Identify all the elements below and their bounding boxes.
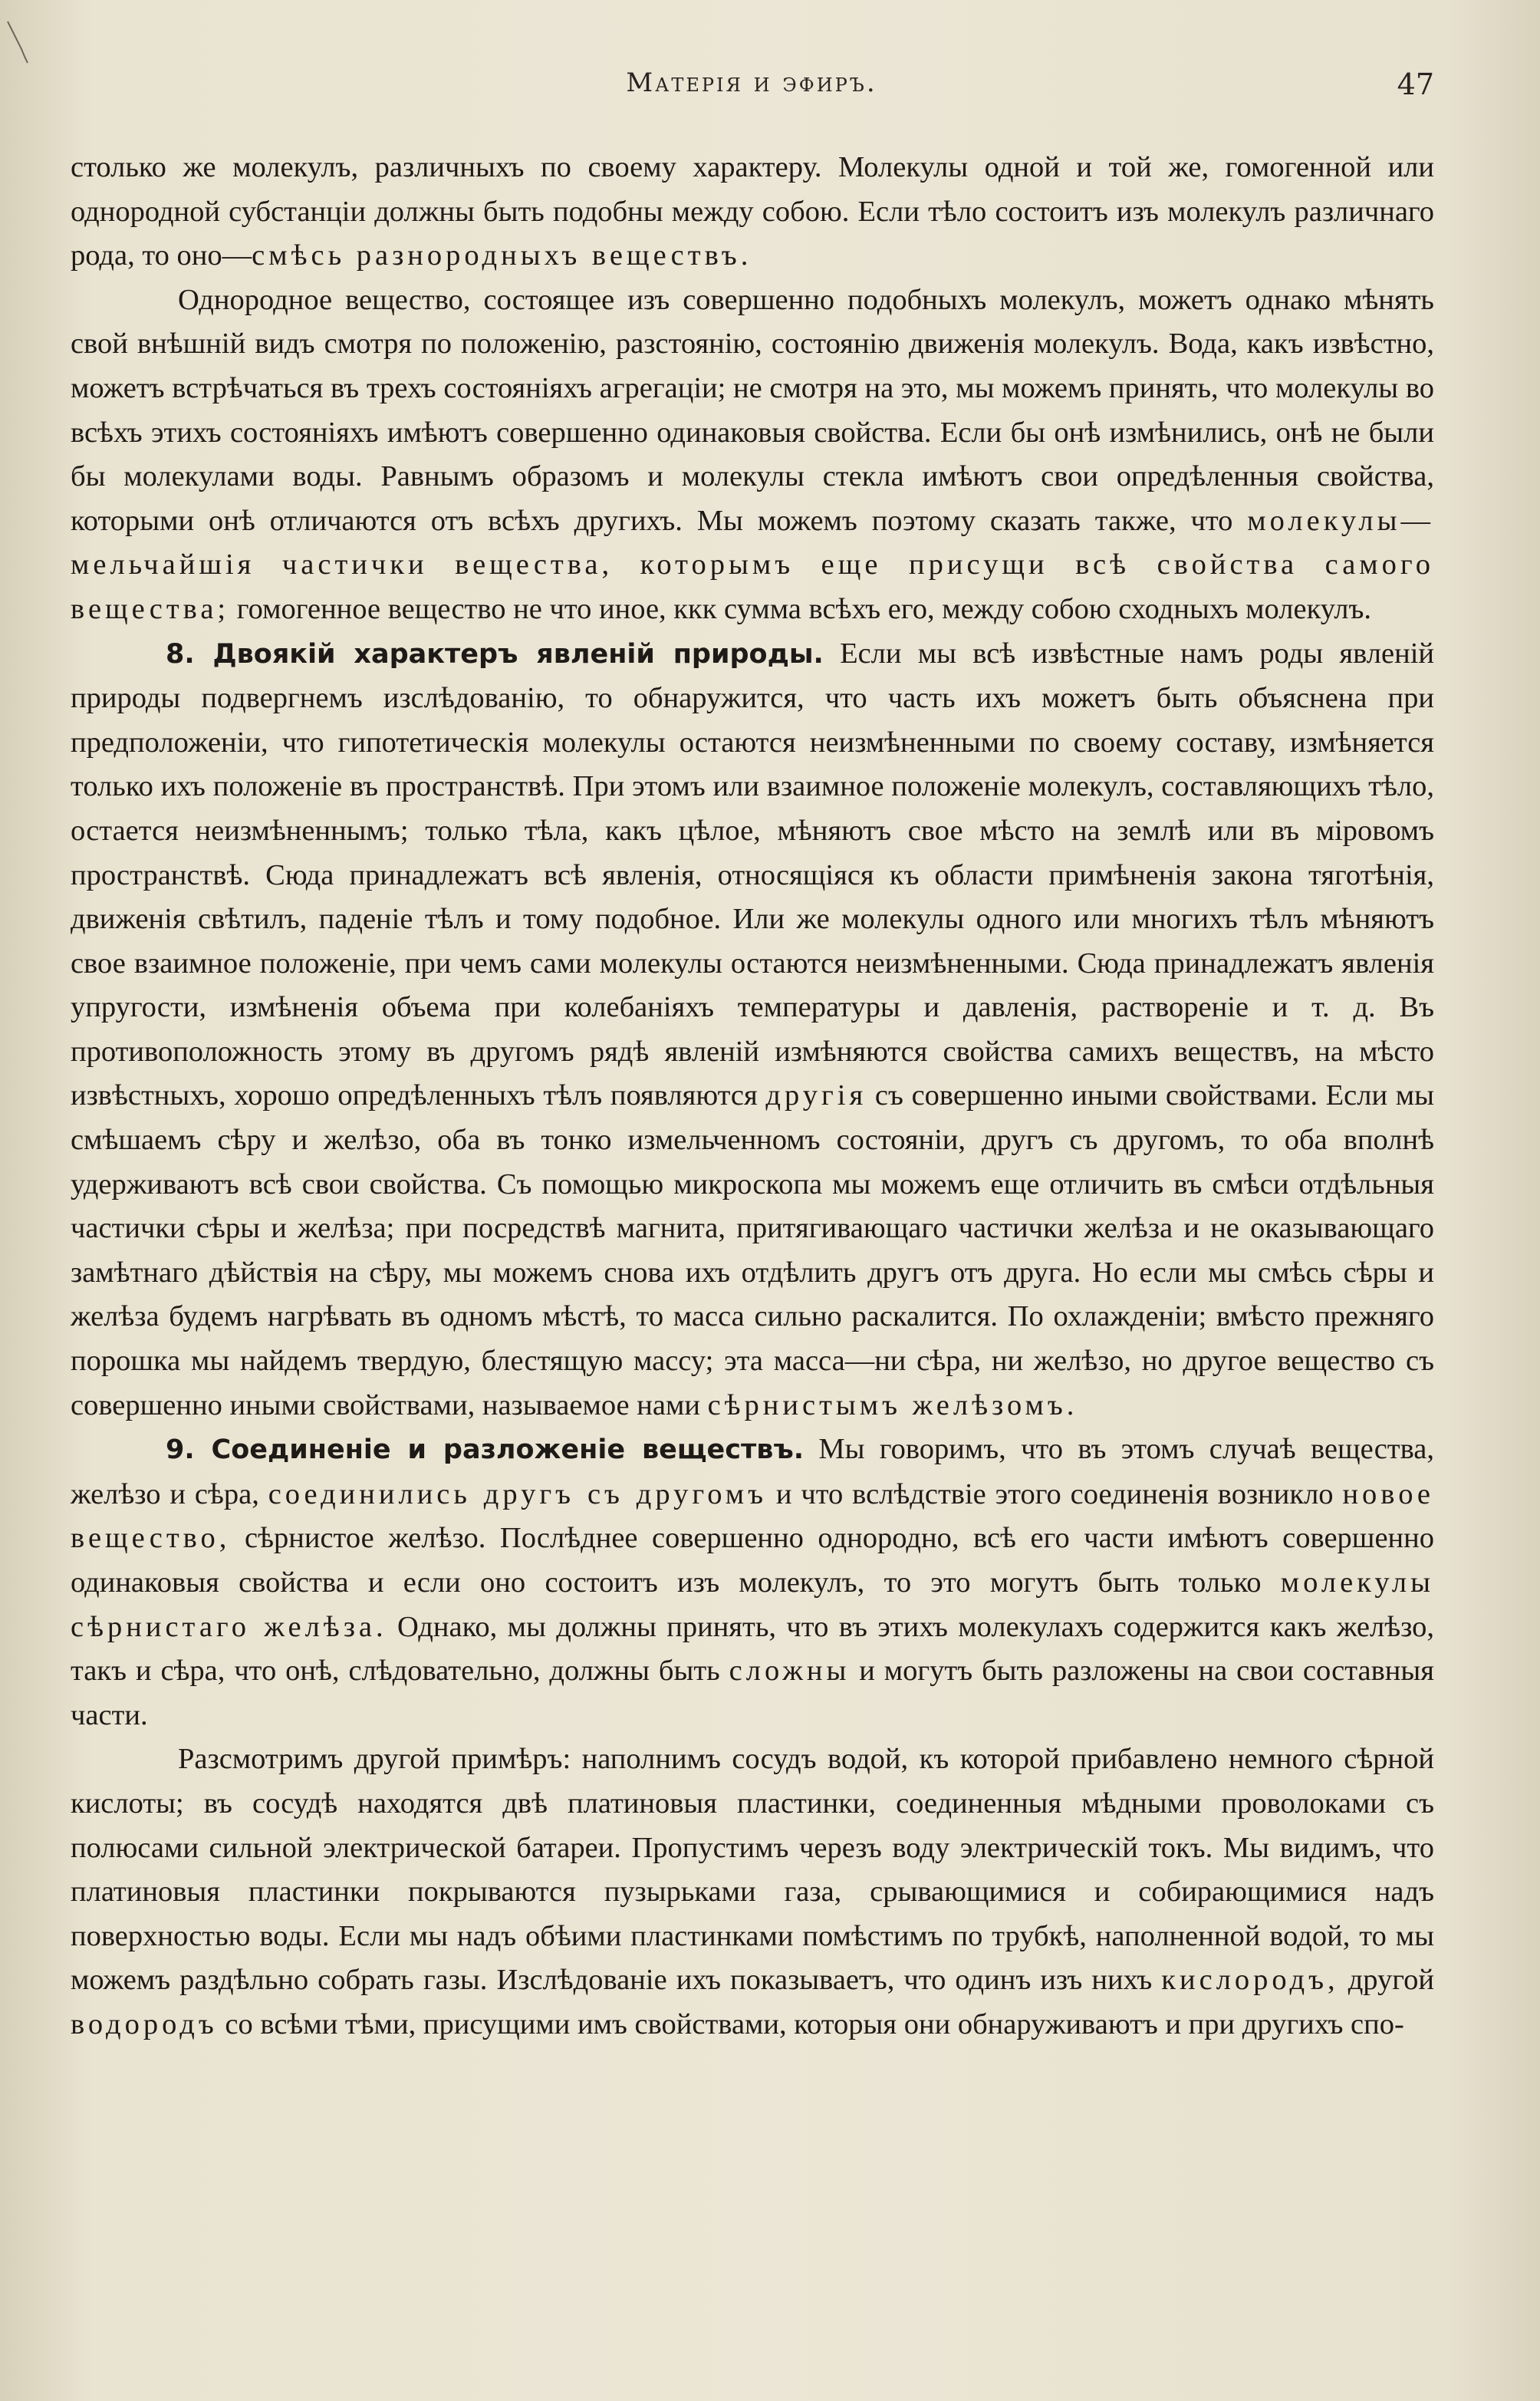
spaced-emphasis: кислородъ, (1161, 1964, 1339, 1997)
spaced-emphasis: водородъ (71, 2007, 218, 2040)
section-8 (71, 632, 1434, 1428)
text-run: съ совершенно иными свойствами. Если мы смѣшаемъ сѣру и желѣзо, оба въ тонко измельченномъ состояніи, другъ съ другомъ, то оба вполнѣ удерживаютъ всѣ свои свойства. Съ помощью микроскопа мы можемъ еще отличить въ смѣси отдѣльныя частички сѣры и желѣза; при посредствѣ магнита, притягивающаго частички желѣза и не оказывающаго замѣтнаго дѣйствія на сѣру, мы можемъ снова ихъ отдѣлить другъ отъ друга. Но если мы смѣсь сѣры и желѣза будемъ нагрѣвать въ одномъ мѣстѣ, то масса сильно раскалится. По охлажденіи; вмѣсто прежняго порошка мы найдемъ твердую, блестящую массу; эта масса—ни сѣра, ни желѣзо, но другое вещество съ совершенно иными свойствами, называемое нами (71, 1079, 1434, 1421)
text-run: Разсмотримъ другой примѣръ: наполнимъ сосудъ водой, къ которой прибавлено немного сѣрной кислоты; въ сосудѣ находятся двѣ платиновыя пластинки, соединенныя мѣдными проволоками съ полюсами сильной электрической батареи. Пропустимъ черезъ воду электрическій токъ. Мы видимъ, что платиновыя пластинки покрываются пузырьками газа, срывающимися и собирающимися надъ поверхностью воды. Если мы надъ обѣими пластинками помѣстимъ по трубкѣ, наполненной водой, то мы можемъ раздѣльно собрать газы. Изслѣдованіе ихъ показываетъ, что одинъ изъ нихъ (71, 1743, 1434, 1997)
paragraph-continued (71, 146, 1434, 278)
paragraph-homogeneous-substance (71, 278, 1434, 632)
section-9 (71, 1428, 1434, 1737)
text-run: столько же молекулъ, различныхъ по своему характеру. Молекулы одной и той же, гомогенной или однородной субстанціи должны быть подобны между собою. Если тѣло состоитъ изъ молекулъ различнаго рода, то оно— (71, 151, 1434, 272)
body-text (71, 146, 1434, 2047)
spaced-emphasis: молекулы—мельчайшія частички вещества, которымъ еще присущи всѣ свойства самого вещества; (71, 504, 1434, 625)
text-run: Мы говоримъ, что въ этомъ случаѣ вещества, желѣзо и сѣра, (71, 1433, 1434, 1510)
spaced-emphasis: другія (765, 1079, 867, 1112)
text-run: и что вслѣдствіе этого соединенія возникло (767, 1477, 1343, 1510)
page-header (69, 68, 1434, 114)
running-title: Матерія и эфиръ. (626, 68, 877, 98)
text-run: Если мы всѣ извѣстные намъ роды явленій природы подвергнемъ изслѣдованію, то обнаружится, что часть ихъ можетъ быть объяснена при предположеніи, что гипотетическія молекулы остаются неизмѣненными по своему составу, измѣняется только ихъ положеніе въ пространствѣ. При этомъ или взаимное положеніе молекулъ, составляющихъ тѣло, остается неизмѣненнымъ; только тѣла, какъ цѣлое, мѣняютъ свое мѣсто на землѣ или въ міровомъ пространствѣ. Сюда принадлежатъ всѣ явленія, относящіяся къ области примѣненія закона тяготѣнія, движенія свѣтилъ, паденіе тѣлъ и тому подобное. Или же молекулы одного или многихъ тѣлъ мѣняютъ свое взаимное положеніе, при чемъ сами молекулы остаются неизмѣненными. Сюда принадлежатъ явленія упругости, измѣненія объема при колебаніяхъ температуры и давленія, раствореніе и т. д. Въ противоположность этому въ другомъ рядѣ явленій измѣняются свойства самихъ веществъ, на мѣсто извѣстныхъ, хорошо опредѣленныхъ тѣлъ появляются (71, 637, 1434, 1112)
page-number: 47 (1397, 68, 1434, 101)
spaced-emphasis: сложны (729, 1655, 851, 1688)
text-run: и могутъ быть разложены на свои составныя части. (71, 1655, 1434, 1731)
section-heading: 8. Двоякій характеръ явленій природы. (166, 638, 824, 670)
spaced-emphasis: смѣсь разнородныхъ веществъ. (252, 239, 752, 272)
spaced-emphasis: новое вещество, (71, 1477, 1435, 1555)
spaced-emphasis: соединились другъ съ другомъ (268, 1477, 768, 1510)
text-run: сѣрнистое желѣзо. Послѣднее совершенно однородно, всѣ его части имѣютъ совершенно одинаковыя свойства и если оно состоитъ изъ молекулъ, то это могутъ быть только (71, 1522, 1434, 1599)
spaced-emphasis: молекулы сѣрнистаго желѣза. (71, 1566, 1434, 1643)
text-run: со всѣми тѣми, присущими имъ свойствами, которыя они обнаруживаютъ и при другихъ спо- (217, 2007, 1404, 2040)
spaced-emphasis: сѣрнистымъ желѣзомъ. (707, 1388, 1078, 1421)
paragraph-electrolysis (71, 1737, 1434, 2047)
text-run: Однородное вещество, состоящее изъ совершенно подобныхъ молекулъ, можетъ однако мѣнять свой внѣшній видъ смотря по положенію, разстоянію, состоянію движенія молекулъ. Вода, какъ извѣстно, можетъ встрѣчаться въ трехъ состояніяхъ агрегаціи; не смотря на это, мы можемъ принять, что молекулы во всѣхъ этихъ состояніяхъ имѣютъ совершенно одинаковыя свойства. Если бы онѣ измѣнились, онѣ не были бы молекулами воды. Равнымъ образомъ и молекулы стекла имѣютъ свои опредѣленныя свойства, которыми онѣ отличаются отъ всѣхъ другихъ. Мы можемъ поэтому сказать также, что (71, 283, 1434, 537)
text-run: другой (1338, 1964, 1434, 1997)
section-heading: 9. Соединеніе и разложеніе веществъ. (166, 1434, 805, 1466)
text-run: Однако, мы должны принять, что въ этихъ молекулахъ содержится какъ желѣзо, такъ и сѣра, что онѣ, слѣдовательно, должны быть (71, 1610, 1434, 1688)
margin-pencil-mark (5, 15, 35, 69)
text-run: гомогенное вещество не что иное, ккк сумма всѣхъ его, между собою сходныхъ молекулъ. (229, 592, 1372, 625)
